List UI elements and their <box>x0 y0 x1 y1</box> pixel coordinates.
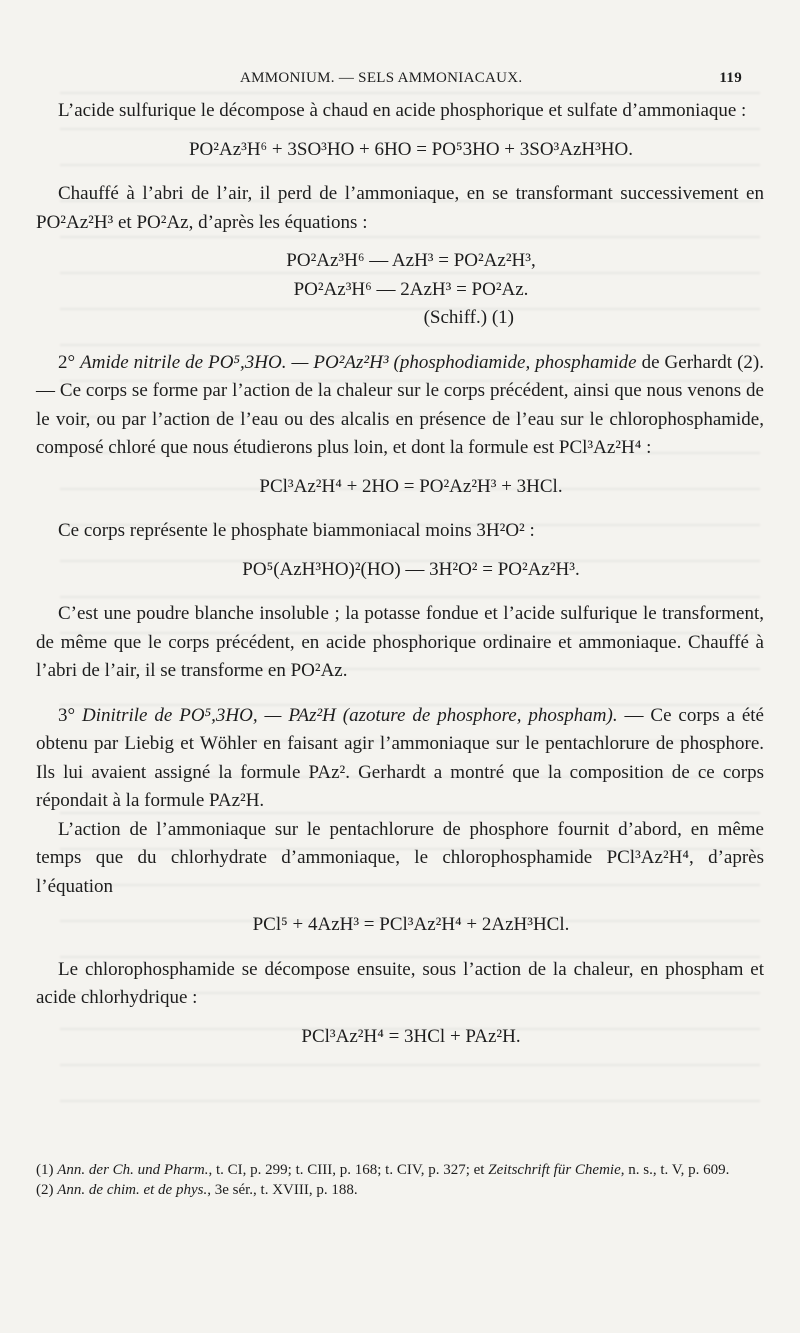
paragraph: L’acide sulfurique le décompose à chaud en acide phosphorique et sulfate d’ammoniaque : <box>58 100 747 121</box>
header-title: AMMONIUM. — SELS AMMONIACAUX. <box>240 70 523 86</box>
equation: PO⁵(AzH³HO)²(HO) — 3H²O² = PO²Az²H³. <box>242 558 580 580</box>
footnote-journal: Zeitschrift für Chemie <box>488 1162 621 1178</box>
page-number: 119 <box>719 70 742 86</box>
footnotes <box>36 1160 764 1200</box>
paragraph: Ce corps représente le phosphate biammoniacal moins 3H²O² : <box>58 520 535 541</box>
paragraph-text: — Ce corps a été obtenu par Liebig et Wöhler en faisant agir l’ammoniaque sur le pentachlorure de phosphore. Ils lui avaient assigné la formule PAz². Gerhardt a montré que la composition de ce corps répondait à la formule PAz²H. <box>36 704 764 811</box>
equation: PO²Az³H⁶ + 3SO³HO + 6HO = PO⁵3HO + 3SO³AzH³HO. <box>188 138 633 160</box>
paragraph: Le chlorophosphamide se décompose ensuite, sous l’action de la chaleur, en phospham et acide chlorhydrique : <box>36 958 764 1008</box>
footnote-journal: Ann. de chim. et de phys. <box>57 1182 208 1198</box>
section-title: Dinitrile de PO⁵,3HO, — PAz²H (azoture de phosphore, phospham). <box>82 704 618 726</box>
paragraph: C’est une poudre blanche insoluble ; la potasse fondue et l’acide sulfurique le transforment, de même que le corps précédent, en acide phosphorique ordinaire et ammoniaque. Chauffé à l’abri de l’air, il se transforme en PO²Az. <box>36 603 764 681</box>
section-number: 3° <box>58 704 83 726</box>
section-title: Amide nitrile de PO⁵,3HO. — PO²Az²H³ (phosphodiamide, phosphamide <box>80 351 637 373</box>
running-header <box>240 70 760 90</box>
main-text <box>36 97 764 1051</box>
paragraph <box>36 349 764 463</box>
footnote-text: , n. s., t. V, p. 609. <box>620 1162 730 1178</box>
equation: PCl⁵ + 4AzH³ = PCl³Az²H⁴ + 2AzH³HCl. <box>252 914 570 935</box>
equation: PO²Az³H⁶ — AzH³ = PO²Az²H³, <box>286 250 536 271</box>
footnote-number: (1) <box>36 1162 58 1178</box>
footnote-number: (2) <box>36 1182 58 1198</box>
paragraph-text: de Gerhardt (2). — Ce corps se forme par l’action de la chaleur sur le corps précédent, ainsi que nous venons de le voir, ou par l’action de l’eau ou des alcalis en présence de l’eau sur le chlorophosphamide, composé chloré que nous étudierons plus loin, et dont la formule est PCl³Az²H⁴ : <box>36 351 764 458</box>
footnote-journal: Ann. der Ch. und Pharm. <box>57 1162 209 1178</box>
equation-reference: (Schiff.) (1) <box>423 307 514 328</box>
paragraph <box>36 702 764 816</box>
equation: PO²Az³H⁶ — 2AzH³ = PO²Az. <box>293 278 529 300</box>
footnote-text: , t. CI, p. 299; t. CIII, p. 168; t. CIV, p. 327; et <box>208 1162 489 1178</box>
paragraph: L’action de l’ammoniaque sur le pentachlorure de phosphore fournit d’abord, en même temps que du chlorhydrate d’ammoniaque, le chlorophosphamide PCl³Az²H⁴, d’après l’équation <box>36 818 764 897</box>
footnote <box>36 1180 764 1200</box>
equation: PCl³Az²H⁴ + 2HO = PO²Az²H³ + 3HCl. <box>259 475 563 497</box>
footnote-text: , 3e sér., t. XVIII, p. 188. <box>207 1182 358 1198</box>
equation: PCl³Az²H⁴ = 3HCl + PAz²H. <box>301 1025 521 1047</box>
footnote <box>36 1160 764 1180</box>
paragraph: Chauffé à l’abri de l’air, il perd de l’ammoniaque, en se transformant successivement en PO²Az²H³ et PO²Az, d’après les équations : <box>36 183 764 233</box>
section-number: 2° <box>58 351 81 373</box>
